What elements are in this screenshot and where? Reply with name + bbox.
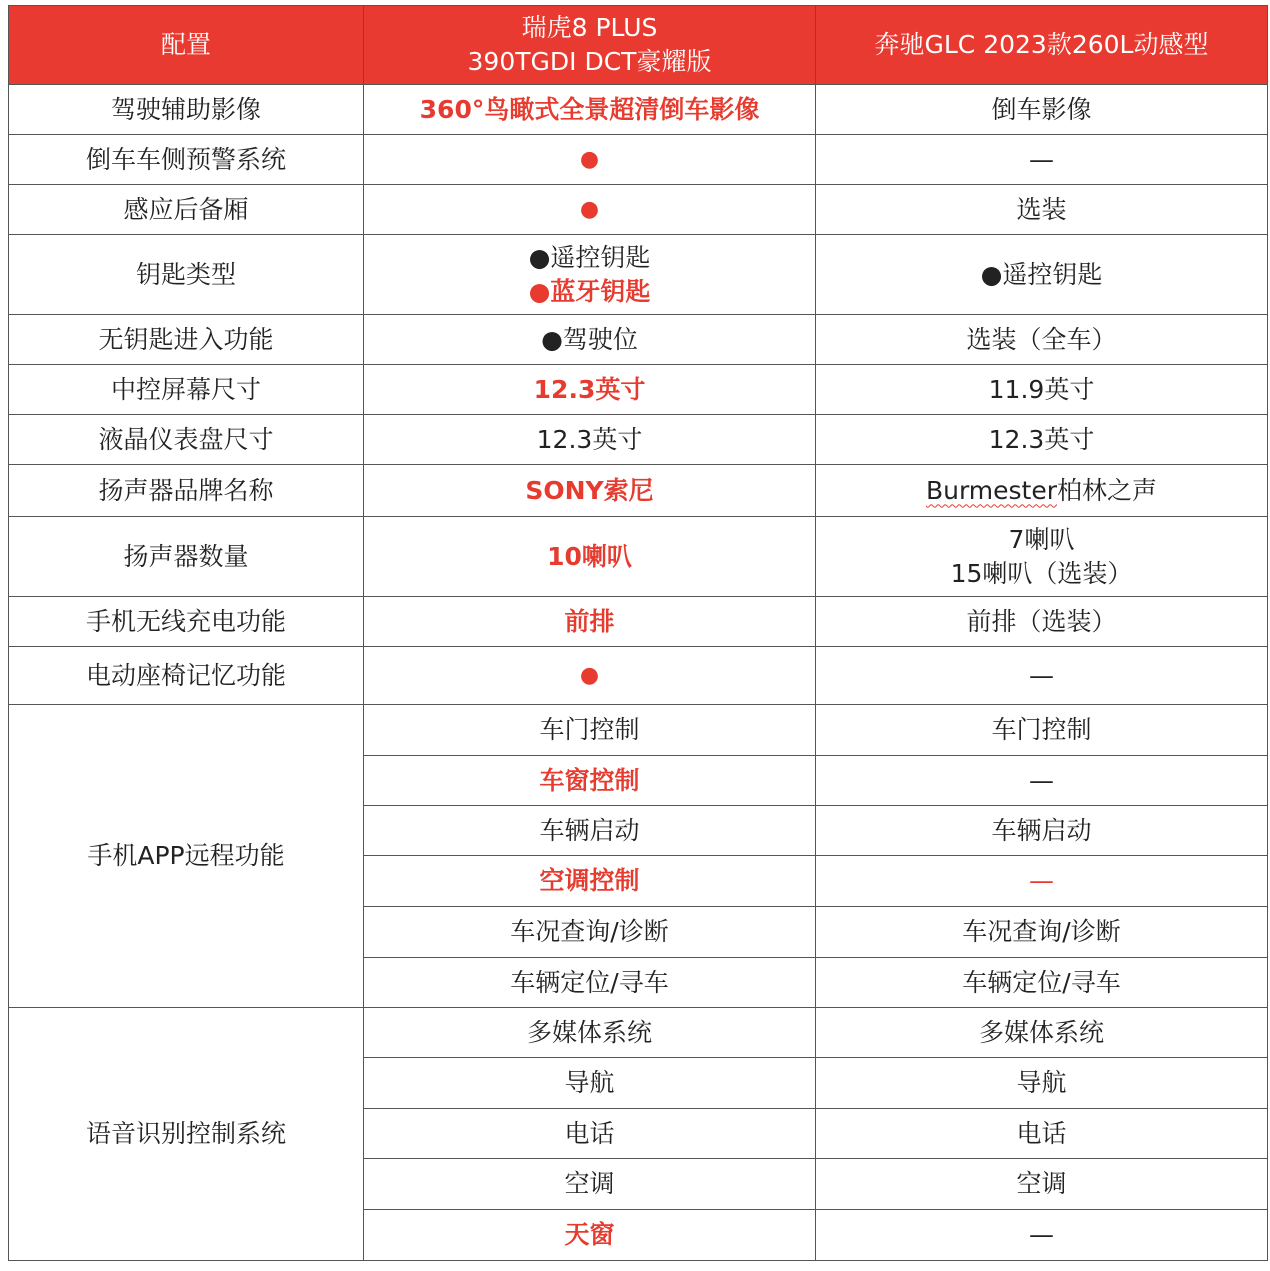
chery-value: 导航 bbox=[364, 1058, 816, 1109]
chery-value: ● bbox=[364, 185, 816, 235]
chery-value: ●驾驶位 bbox=[364, 315, 816, 365]
chery-value: 12.3英寸 bbox=[364, 365, 816, 415]
chery-value: 车况查询/诊断 bbox=[364, 907, 816, 958]
benz-value: 前排（选装） bbox=[816, 597, 1268, 647]
chery-value: 360°鸟瞰式全景超清倒车影像 bbox=[364, 85, 816, 135]
table-row bbox=[9, 315, 1268, 365]
row-label: 扬声器品牌名称 bbox=[9, 465, 364, 517]
benz-value: — bbox=[816, 856, 1268, 907]
benz-value: 空调 bbox=[816, 1159, 1268, 1210]
row-label: 感应后备厢 bbox=[9, 185, 364, 235]
chery-value: SONY索尼 bbox=[364, 465, 816, 517]
benz-value: 多媒体系统 bbox=[816, 1008, 1268, 1058]
chery-value: 空调控制 bbox=[364, 856, 816, 907]
table-row bbox=[9, 597, 1268, 647]
benz-value: — bbox=[816, 1210, 1268, 1261]
table-row bbox=[9, 1008, 1268, 1058]
table-row bbox=[9, 517, 1268, 597]
chery-value: 12.3英寸 bbox=[364, 415, 816, 465]
table-row bbox=[9, 465, 1268, 517]
row-label: 液晶仪表盘尺寸 bbox=[9, 415, 364, 465]
comparison-table-container bbox=[8, 5, 1267, 1261]
benz-value: 倒车影像 bbox=[816, 85, 1268, 135]
row-label: 电动座椅记忆功能 bbox=[9, 647, 364, 705]
row-label: 中控屏幕尺寸 bbox=[9, 365, 364, 415]
chery-value-line1: ●遥控钥匙 bbox=[528, 242, 651, 272]
benz-value: 车辆启动 bbox=[816, 806, 1268, 856]
chery-value-line2: ●蓝牙钥匙 bbox=[528, 276, 651, 306]
benz-value: 导航 bbox=[816, 1058, 1268, 1109]
header-chery bbox=[364, 6, 816, 85]
table-row bbox=[9, 185, 1268, 235]
benz-value: 12.3英寸 bbox=[816, 415, 1268, 465]
group-label-voice: 语音识别控制系统 bbox=[9, 1008, 364, 1261]
row-label: 倒车车侧预警系统 bbox=[9, 135, 364, 185]
benz-brand-latin: Burmester bbox=[925, 475, 1058, 505]
benz-value: ●遥控钥匙 bbox=[816, 235, 1268, 315]
benz-value: 车门控制 bbox=[816, 705, 1268, 756]
chery-value bbox=[364, 235, 816, 315]
benz-value: 车况查询/诊断 bbox=[816, 907, 1268, 958]
row-label: 钥匙类型 bbox=[9, 235, 364, 315]
benz-value bbox=[816, 517, 1268, 597]
benz-value-line2: 15喇叭（选装） bbox=[950, 558, 1133, 588]
header-benz bbox=[816, 6, 1268, 85]
chery-value: 车窗控制 bbox=[364, 756, 816, 806]
header-benz-label: 奔驰GLC 2023款260L动感型 bbox=[874, 30, 1209, 59]
chery-value: 车门控制 bbox=[364, 705, 816, 756]
table-row bbox=[9, 135, 1268, 185]
header-config-label: 配置 bbox=[160, 30, 211, 59]
header-config bbox=[9, 6, 364, 85]
benz-value-line1: 7喇叭 bbox=[1008, 524, 1075, 554]
benz-value: 选装 bbox=[816, 185, 1268, 235]
row-label: 无钥匙进入功能 bbox=[9, 315, 364, 365]
table-row bbox=[9, 365, 1268, 415]
chery-value: 电话 bbox=[364, 1109, 816, 1159]
benz-value: — bbox=[816, 647, 1268, 705]
row-label: 扬声器数量 bbox=[9, 517, 364, 597]
benz-value: 11.9英寸 bbox=[816, 365, 1268, 415]
benz-brand-cn: 柏林之声 bbox=[1057, 475, 1158, 505]
row-label: 手机无线充电功能 bbox=[9, 597, 364, 647]
benz-value: 电话 bbox=[816, 1109, 1268, 1159]
chery-value: 空调 bbox=[364, 1159, 816, 1210]
benz-value: — bbox=[816, 135, 1268, 185]
header-chery-line1: 瑞虎8 PLUS bbox=[521, 13, 658, 42]
header-chery-line2: 390TGDI DCT豪耀版 bbox=[467, 47, 712, 76]
chery-value: ● bbox=[364, 135, 816, 185]
table-row bbox=[9, 415, 1268, 465]
benz-value: 选装（全车） bbox=[816, 315, 1268, 365]
chery-value: 前排 bbox=[364, 597, 816, 647]
table-row bbox=[9, 647, 1268, 705]
chery-value: ● bbox=[364, 647, 816, 705]
chery-value: 车辆定位/寻车 bbox=[364, 958, 816, 1008]
chery-value: 车辆启动 bbox=[364, 806, 816, 856]
group-label-app: 手机APP远程功能 bbox=[9, 705, 364, 1008]
benz-value bbox=[816, 465, 1268, 517]
chery-value: 10喇叭 bbox=[364, 517, 816, 597]
benz-value: 车辆定位/寻车 bbox=[816, 958, 1268, 1008]
chery-value: 多媒体系统 bbox=[364, 1008, 816, 1058]
table-row bbox=[9, 235, 1268, 315]
table-row bbox=[9, 705, 1268, 756]
chery-value: 天窗 bbox=[364, 1210, 816, 1261]
table-header-row bbox=[9, 6, 1268, 85]
table-row bbox=[9, 85, 1268, 135]
benz-value: — bbox=[816, 756, 1268, 806]
row-label: 驾驶辅助影像 bbox=[9, 85, 364, 135]
config-comparison-table bbox=[8, 5, 1268, 1261]
